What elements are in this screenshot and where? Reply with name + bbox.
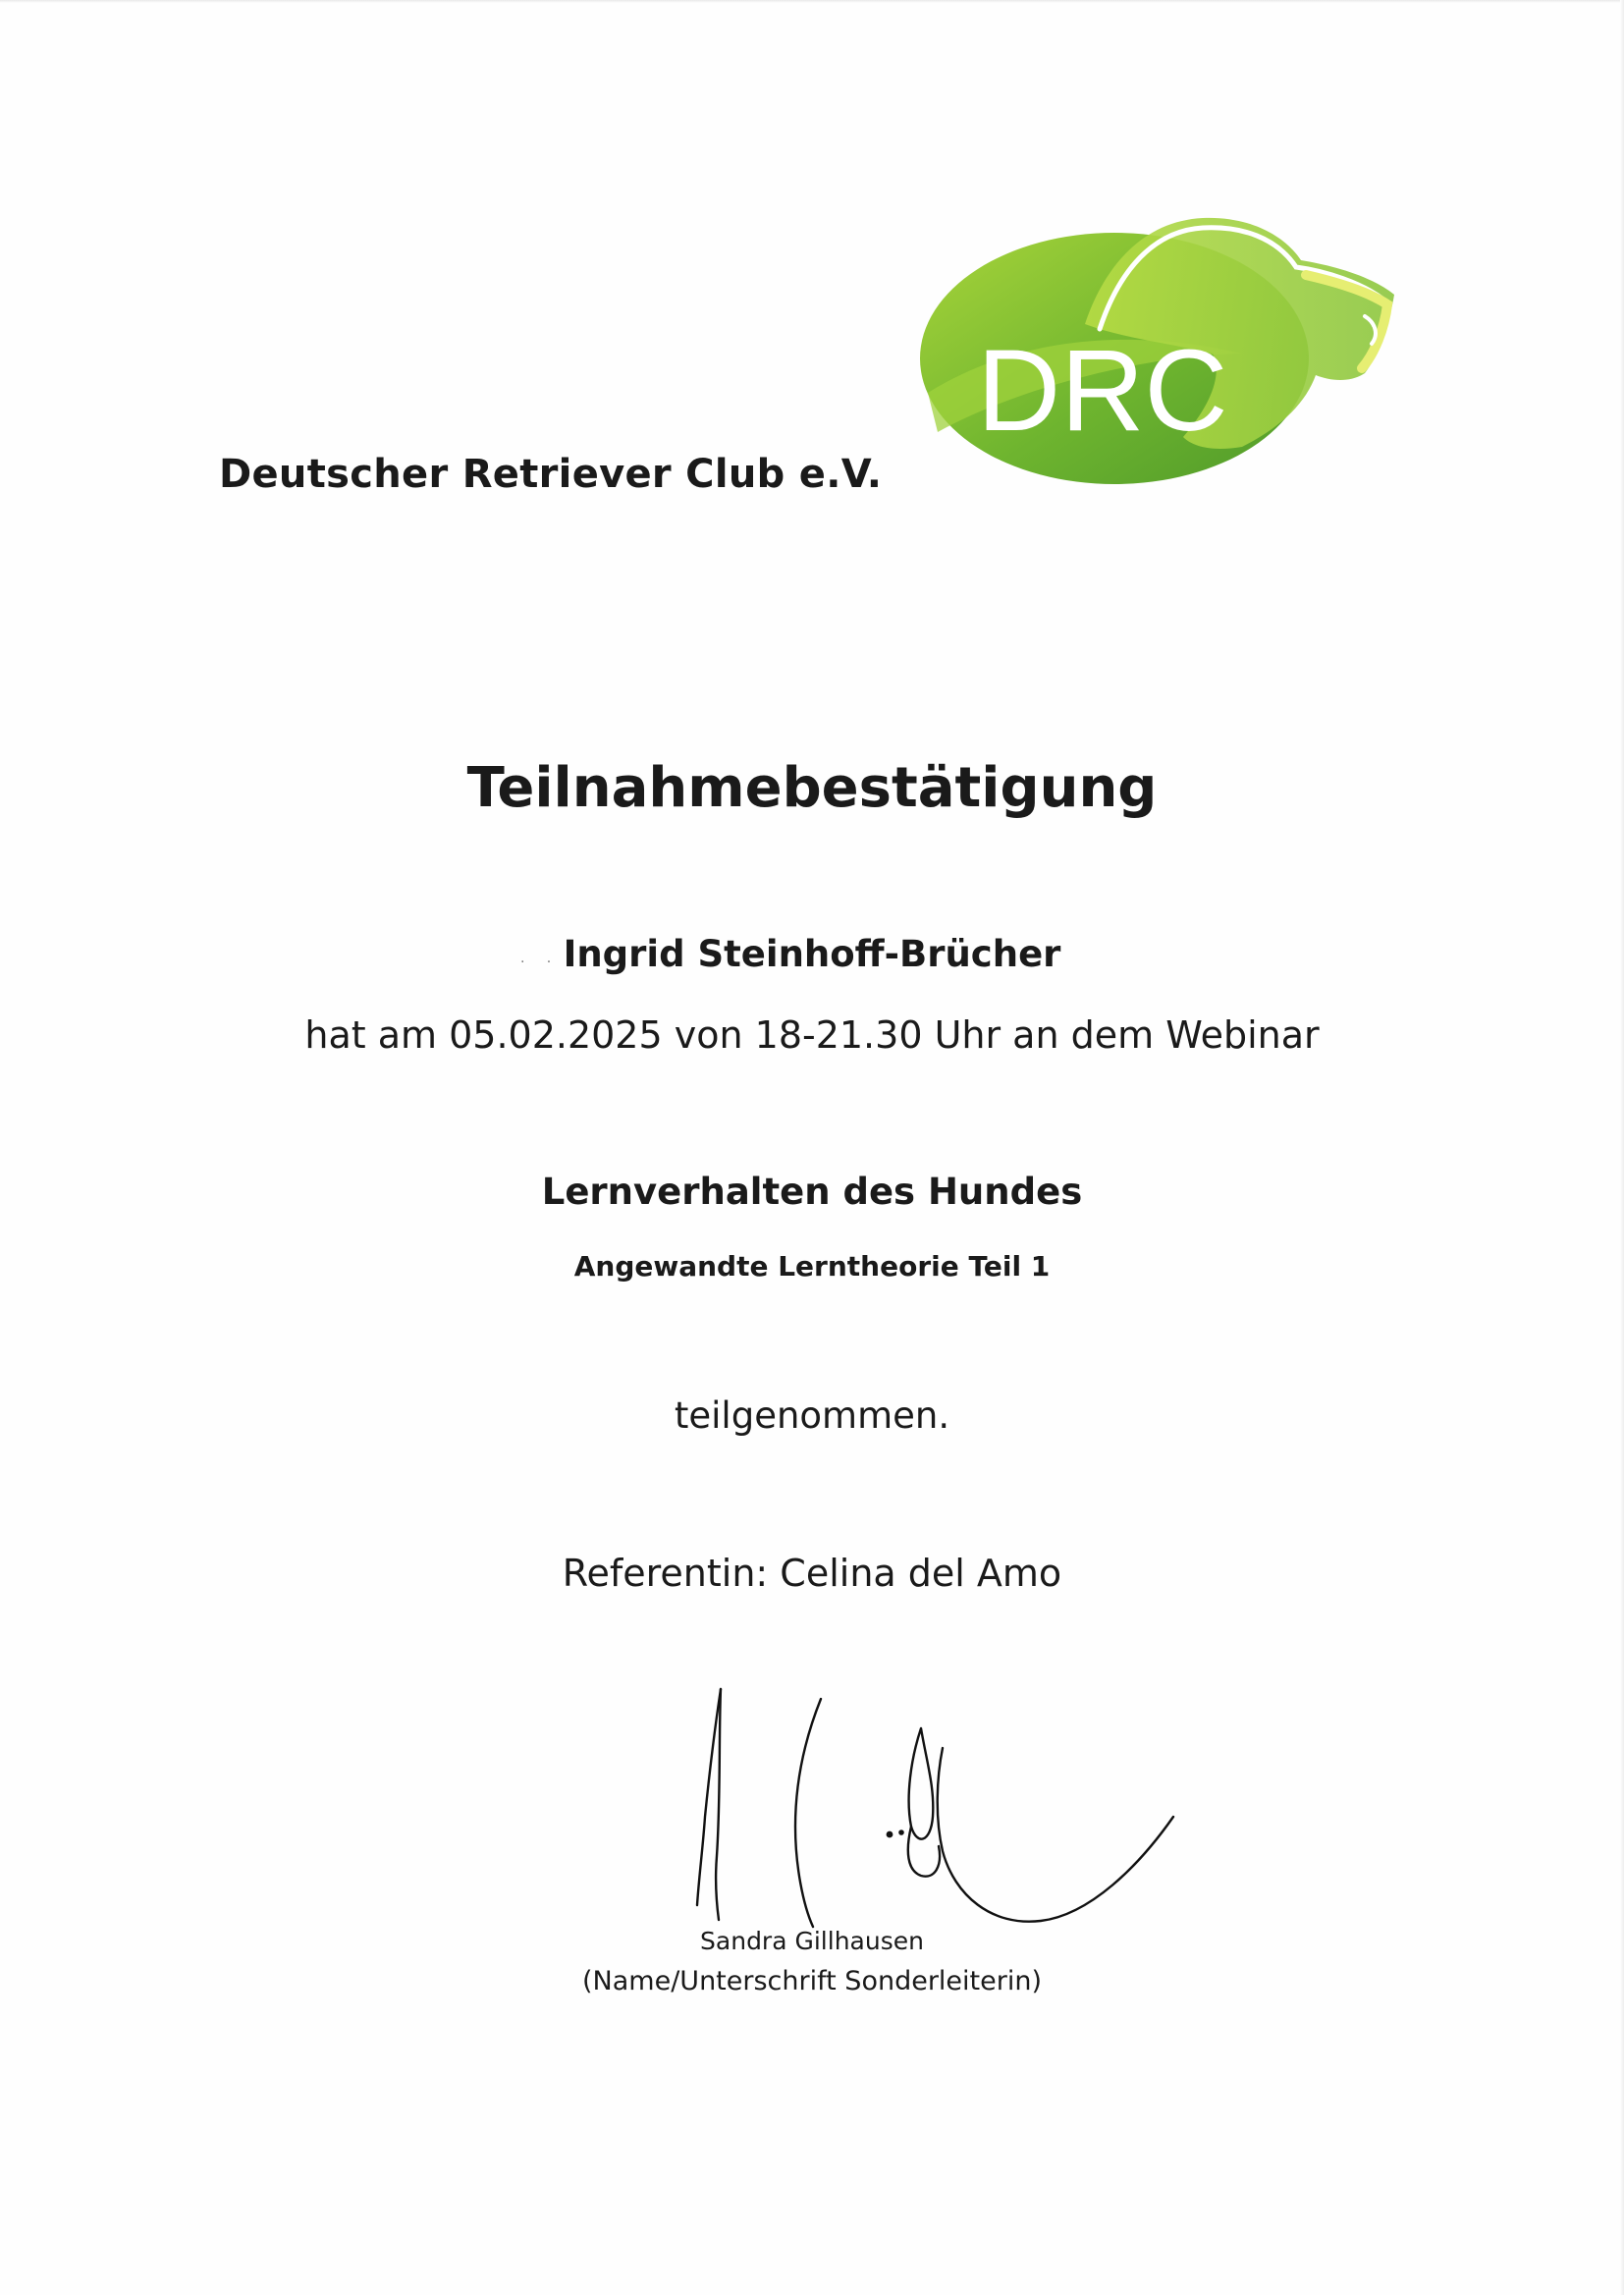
- speaker-line: Referentin: Celina del Amo: [562, 1552, 1062, 1595]
- scan-edge-top: [0, 0, 1624, 3]
- course-subtitle: Angewandte Lerntheorie Teil 1: [573, 1250, 1051, 1283]
- signature-area: [648, 1669, 1237, 1935]
- certificate-title: Teilnahmebestätigung: [466, 756, 1158, 820]
- drc-logo: [918, 206, 1404, 501]
- closing-text: teilgenommen.: [674, 1394, 950, 1437]
- retriever-head-logo-icon: [918, 206, 1404, 501]
- organization-name: Deutscher Retriever Club e.V.: [219, 452, 883, 497]
- signer-role: (Name/Unterschrift Sonderleiterin): [582, 1966, 1042, 1996]
- scan-dots: · ·: [520, 955, 552, 970]
- handwritten-signature-icon: [648, 1669, 1237, 1935]
- signer-name: Sandra Gillhausen: [700, 1927, 924, 1955]
- logo-text: DRC: [977, 326, 1228, 456]
- participant-name: Ingrid Steinhoff-Brücher: [563, 933, 1061, 975]
- attendance-statement: hat am 05.02.2025 von 18-21.30 Uhr an dem Webinar: [304, 1013, 1320, 1057]
- course-title: Lernverhalten des Hundes: [541, 1171, 1083, 1213]
